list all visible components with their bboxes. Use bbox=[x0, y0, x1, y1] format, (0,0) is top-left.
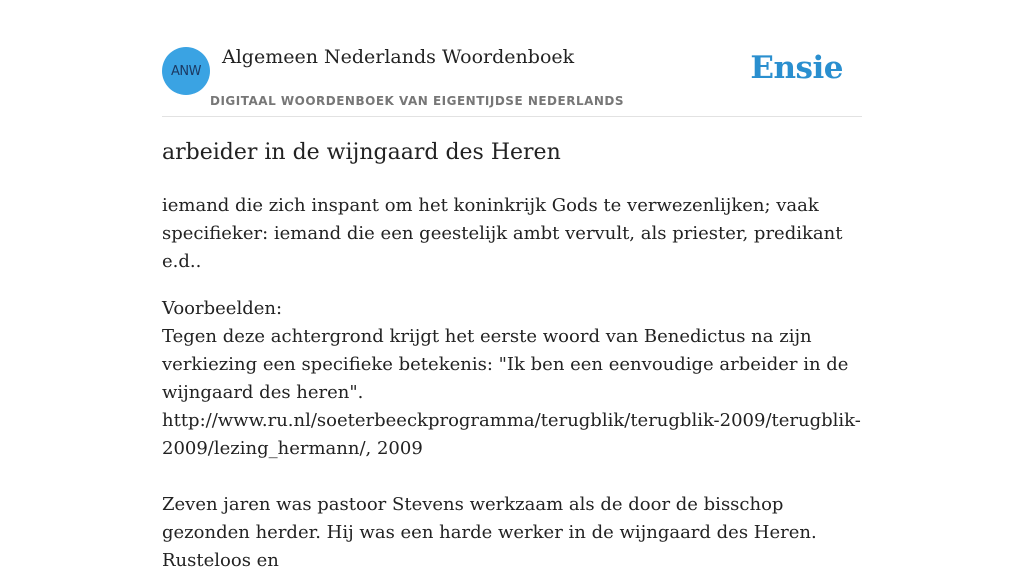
example-separator bbox=[162, 463, 862, 491]
anw-logo[interactable] bbox=[162, 47, 210, 95]
example-source: http://www.ru.nl/soeterbeeckprogramma/terugblik/terugblik-2009/terugblik-2009/lezing_hermann/, 2009 bbox=[162, 410, 861, 459]
entry-term: arbeider in de wijngaard des Heren bbox=[162, 140, 561, 165]
source-subtitle: DIGITAAL WOORDENBOEK VAN EIGENTIJDSE NEDERLANDS bbox=[210, 94, 625, 108]
page bbox=[162, 0, 862, 571]
examples-label: Voorbeelden: bbox=[162, 298, 283, 319]
examples-block bbox=[162, 295, 862, 463]
example-text: Tegen deze achtergrond krijgt het eerste woord van Benedictus na zijn verkiezing een specifieke betekenis: "Ik ben een eenvoudige arbeider in de wijngaard des heren". bbox=[162, 326, 849, 403]
entry-definition: iemand die zich inspant om het koninkrijk Gods te verwezenlijken; vaak specifieker: iemand die een geestelijk ambt vervult, als priester, predikant e.d.. bbox=[162, 195, 843, 272]
example-text: Zeven jaren was pastoor Stevens werkzaam als de door de bisschop gezonden herder. Hij was een harde werker in de wijngaard des Heren. Rusteloos en bbox=[162, 494, 817, 571]
entry-content bbox=[162, 192, 862, 575]
source-title-link[interactable]: Algemeen Nederlands Woordenboek bbox=[222, 46, 575, 68]
logo-text: ANW bbox=[171, 63, 201, 79]
ensie-brand-logo[interactable]: Ensie bbox=[750, 50, 843, 86]
source-header bbox=[162, 0, 862, 117]
